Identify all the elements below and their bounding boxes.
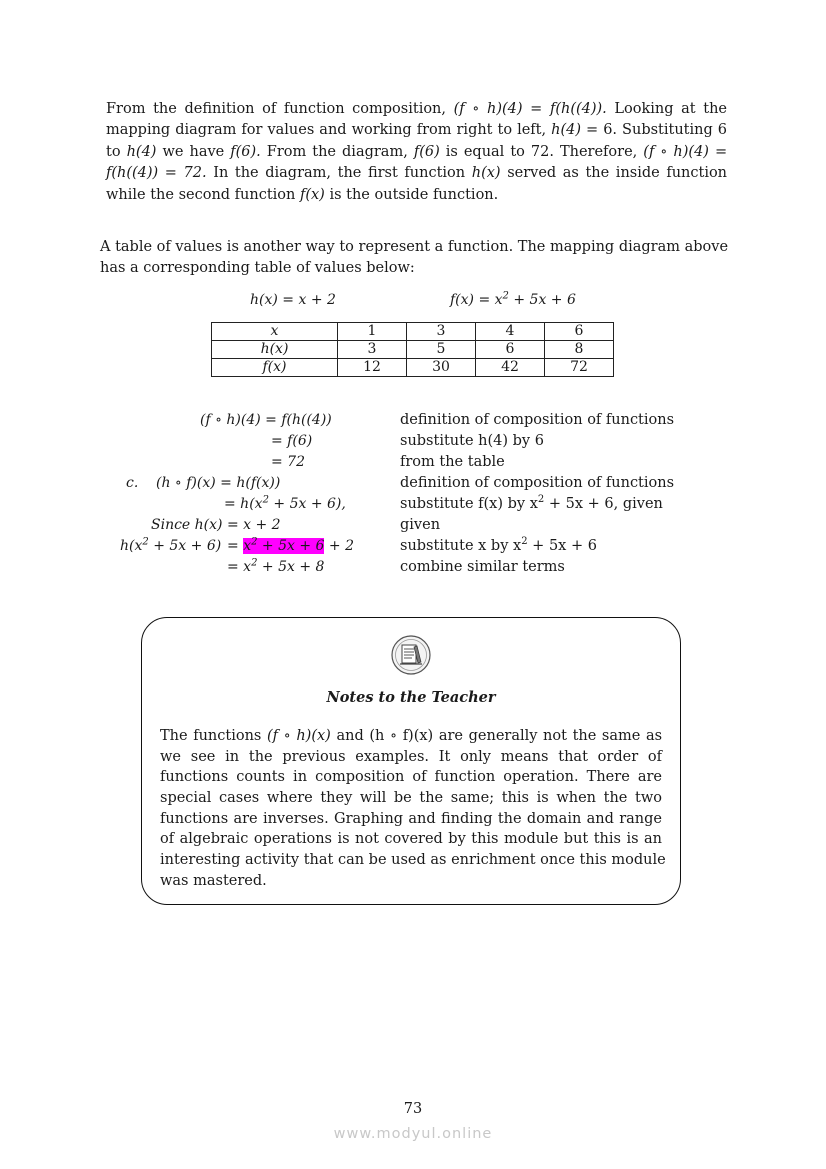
math-expression: h(x) [471, 165, 501, 182]
step-5-explanation [400, 494, 663, 514]
text: we have [162, 143, 225, 160]
table-cell: 42 [476, 359, 545, 377]
paragraph-table-intro [100, 237, 727, 280]
note-line: interesting activity that can be used as enrichment once this module [160, 852, 666, 869]
text: while the second function [106, 186, 296, 203]
paragraph-composition-explanation [106, 99, 727, 206]
note-line: special cases where they will be the same; this is when the two [160, 790, 662, 807]
text: + 5x + 6 [527, 538, 597, 554]
f-function-definition [450, 292, 576, 308]
page-number: 73 [403, 1101, 423, 1117]
text: The functions [160, 728, 262, 744]
para1-line1 [106, 99, 727, 120]
text: h(x [120, 538, 143, 554]
text: is the outside function. [329, 186, 499, 203]
para2-line1: A table of values is another way to represent a function. The mapping diagram above [100, 239, 729, 255]
math-expression: h(4) = [551, 122, 599, 139]
note-line: we see in the previous examples. It only means that order of [160, 748, 662, 765]
watermark: www.modyul.online [333, 1126, 493, 1142]
para1-line3 [106, 142, 727, 163]
step-4-explanation: definition of composition of functions [400, 475, 675, 491]
text: + 2 [324, 538, 354, 554]
math-expression: (f ∘ h)(4) = f(h((4)). [453, 101, 607, 117]
para1-line5 [106, 185, 727, 206]
text: f(x) = x [450, 292, 503, 308]
table-cell: 6 [476, 341, 545, 359]
table-cell: 30 [407, 359, 476, 377]
step-1-math: (f ∘ h)(4) = f(h((4)) [200, 412, 332, 428]
step-6-math: Since h(x) = x + 2 [151, 517, 281, 533]
text: Looking at the [614, 101, 728, 117]
para1-line2 [106, 120, 727, 141]
table-cell: 3 [338, 341, 407, 359]
table-cell: 3 [407, 323, 476, 341]
step-8-explanation: combine similar terms [400, 559, 565, 575]
step-3-math: = 72 [271, 454, 305, 470]
text: + 5x + 6, given [544, 496, 663, 512]
text: + 5x + 8 [257, 559, 325, 575]
exponent: 2 [502, 290, 509, 302]
step-8-math [227, 557, 324, 577]
table-row [212, 323, 614, 341]
table-row [212, 359, 614, 377]
note-line: functions counts in composition of function operation. There are [160, 769, 662, 786]
text: to [106, 143, 121, 160]
text: + 5x + 6), [268, 496, 346, 512]
exponent: 2 [251, 557, 258, 569]
text: served as the inside function [507, 165, 728, 182]
text: = x [227, 559, 252, 575]
notes-title: Notes to the Teacher [326, 689, 496, 706]
notes-body [160, 726, 666, 892]
row-label: f(x) [212, 359, 338, 377]
step-6-explanation: given [400, 517, 441, 533]
row-label: h(x) [212, 341, 338, 359]
teacher-notes-icon [390, 634, 432, 676]
para2-line2: has a corresponding table of values below: [100, 260, 415, 277]
step-7-math [120, 536, 221, 556]
table-cell: 6 [545, 323, 614, 341]
step-4-math: (h ∘ f)(x) = h(f(x)) [156, 475, 281, 491]
math-expression: f(h((4)) = 72. [106, 165, 207, 182]
note-line: functions are inverses. Graphing and finding the domain and range [160, 810, 662, 827]
text: + 5x + 6 [257, 538, 325, 554]
text: = h(x [224, 496, 263, 512]
h-function-definition: h(x) = x + 2 [250, 292, 336, 308]
para1-line4 [106, 163, 727, 184]
math-expression: h(4) [126, 143, 157, 160]
text: substitute f(x) by x [400, 496, 538, 512]
row-label: x [212, 323, 338, 341]
table-of-values [211, 322, 614, 377]
text: and [336, 728, 364, 744]
text: 6. Substituting 6 [603, 122, 727, 139]
text: are generally not the same as [438, 728, 663, 744]
equals-sign: = [227, 538, 239, 554]
note-line [160, 726, 662, 747]
step-1-explanation: definition of composition of functions [400, 412, 675, 428]
text: From the diagram, [266, 143, 408, 160]
text: From the definition of function composition, [106, 101, 447, 117]
step-5-math [224, 494, 346, 514]
text: + 5x + 6 [508, 292, 576, 308]
text: + 5x + 6) [148, 538, 222, 554]
note-line: of algebraic operations is not covered by this module but this is an [160, 831, 662, 848]
highlighted-expression [243, 538, 324, 554]
exponent: 2 [521, 536, 528, 548]
exponent: 2 [262, 494, 269, 506]
table-cell: 4 [476, 323, 545, 341]
math-expression: f(6) [413, 143, 440, 160]
table-cell: 1 [338, 323, 407, 341]
table-cell: 12 [338, 359, 407, 377]
step-7-explanation [400, 536, 597, 556]
step-2-explanation: substitute h(4) by 6 [400, 433, 544, 449]
text: mapping diagram for values and working from right to left, [106, 122, 547, 139]
step-3-explanation: from the table [400, 454, 505, 470]
note-line: was mastered. [160, 872, 267, 889]
exponent: 2 [251, 536, 258, 548]
math-expression: f(6). [230, 143, 261, 160]
exponent: 2 [142, 536, 149, 548]
math-expression: (f ∘ h)(4) = [643, 143, 728, 160]
text: x [243, 538, 252, 554]
math-expression: (h ∘ f)(x) [369, 728, 434, 744]
math-expression: (f ∘ h)(x) [266, 728, 331, 744]
step-7-rhs [227, 536, 354, 556]
table-cell: 5 [407, 341, 476, 359]
step-2-math: = f(6) [271, 433, 313, 449]
text: In the diagram, the first function [213, 165, 466, 182]
math-expression: f(x) [299, 186, 325, 203]
exponent: 2 [537, 494, 545, 506]
table-cell: 72 [545, 359, 614, 377]
text: is equal to 72. Therefore, [445, 143, 638, 160]
text: substitute x by x [400, 538, 522, 554]
table-row [212, 341, 614, 359]
table-cell: 8 [545, 341, 614, 359]
item-label-c: c. [126, 475, 139, 491]
